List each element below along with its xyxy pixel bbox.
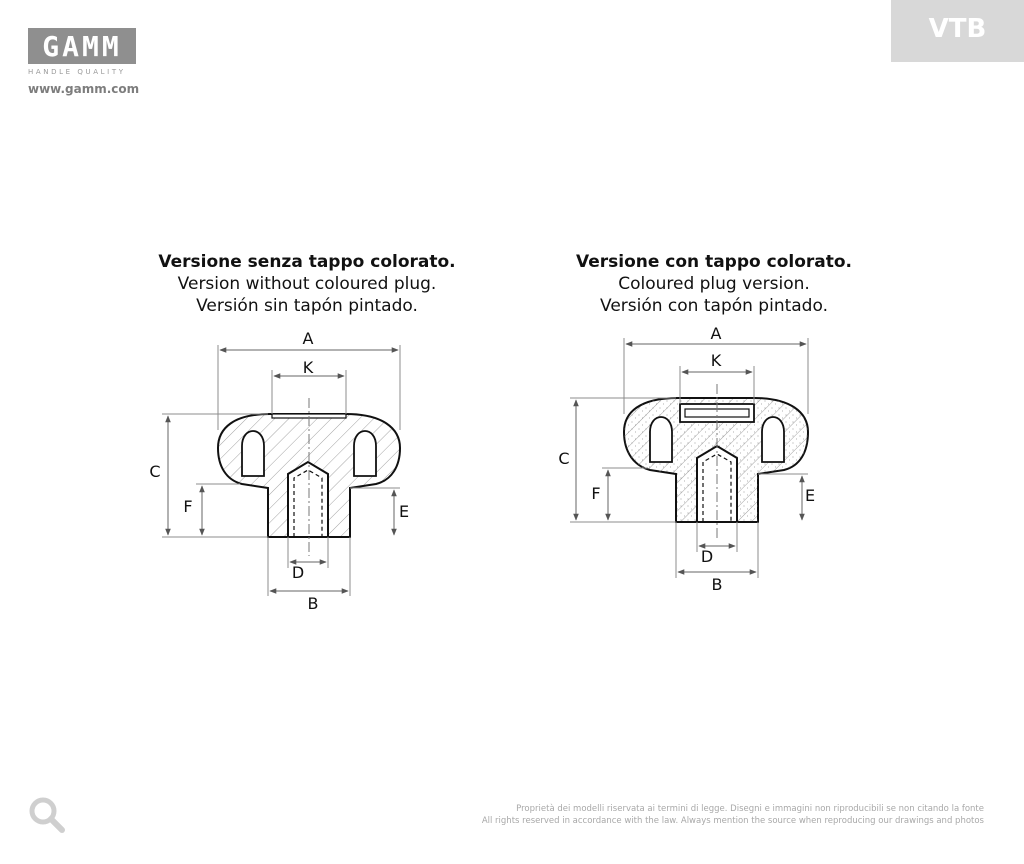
left-lobe-recess — [650, 417, 672, 462]
drawing-without-plug — [149, 329, 409, 613]
dim-label-f: F — [183, 497, 193, 516]
copyright-italian: Proprietà dei modelli riservata ai termini di legge. Disegni e immagini non riproducibili se non citando la fonte — [516, 804, 984, 814]
dim-label-d: D — [291, 563, 305, 582]
search-icon[interactable] — [28, 796, 66, 834]
title-spanish: Versión con tapón pintado. — [600, 296, 828, 316]
dim-label-b: B — [711, 575, 723, 594]
dim-label-a: A — [710, 324, 722, 343]
left-lobe-recess — [242, 431, 264, 476]
dim-label-c: C — [149, 462, 161, 481]
right-lobe-recess — [762, 417, 784, 462]
dim-label-k: K — [302, 358, 314, 377]
brand-tagline: HANDLE QUALITY — [28, 68, 126, 76]
drawing-with-plug — [558, 324, 815, 594]
dim-label-f: F — [591, 484, 601, 503]
right-lobe-recess — [354, 431, 376, 476]
title-english: Version without coloured plug. — [177, 274, 437, 294]
dim-label-a: A — [302, 329, 314, 348]
copyright-footer — [482, 803, 984, 827]
dim-label-k: K — [710, 351, 722, 370]
product-code: VTB — [928, 14, 987, 44]
dim-label-e: E — [804, 486, 816, 505]
logo-text: GAMM — [42, 30, 122, 63]
dim-label-e: E — [398, 502, 410, 521]
dim-label-c: C — [558, 449, 570, 468]
brand-url[interactable]: www.gamm.com — [28, 82, 140, 96]
dim-label-d: D — [700, 547, 714, 566]
title-italian: Versione con tappo colorato. — [575, 252, 852, 272]
dim-label-b: B — [307, 594, 319, 613]
title-spanish: Versión sin tapón pintado. — [196, 296, 418, 316]
title-english: Coloured plug version. — [618, 274, 810, 294]
copyright-english: All rights reserved in accordance with the law. Always mention the source when reproducing our drawings and photos — [481, 816, 984, 826]
title-italian: Versione senza tappo colorato. — [158, 252, 456, 272]
